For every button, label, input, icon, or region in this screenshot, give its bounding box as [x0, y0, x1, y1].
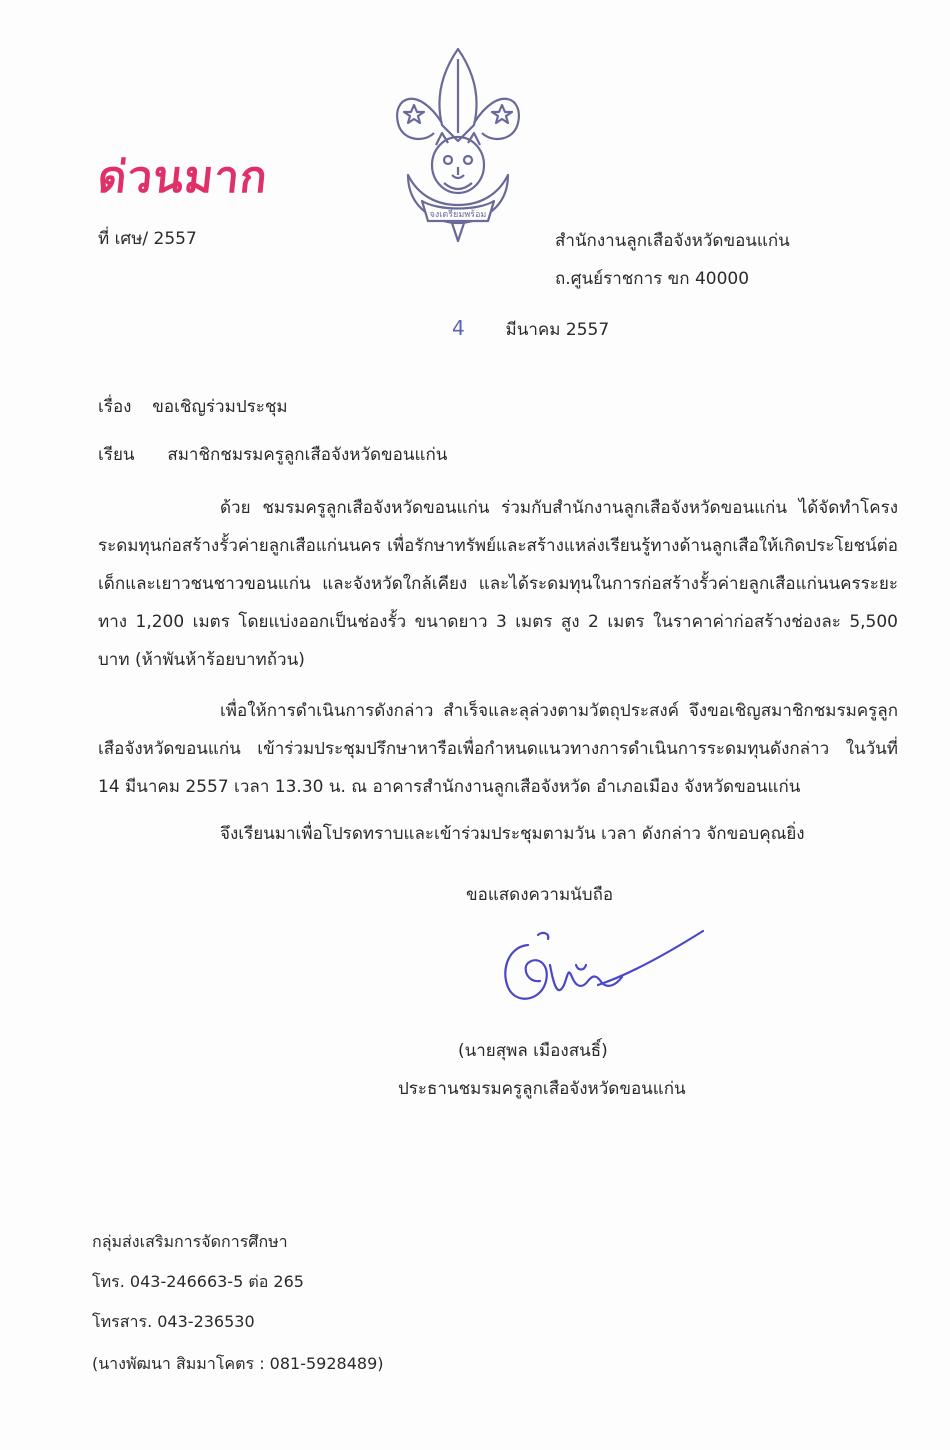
footer-fax: โทรสาร. 043-236530	[92, 1312, 255, 1331]
sender-office: สำนักงานลูกเสือจังหวัดขอนแก่น	[555, 231, 790, 251]
body-paragraph-1: ด้วย ชมรมครูลูกเสือจังหวัดขอนแก่น ร่วมกับสำนักงานลูกเสือจังหวัดขอนแก่น ได้จัดทำโครงระดมทุนก่อสร้างรั้วค่ายลูกเสือแก่นนคร เพื่อรักษาทรัพย์และสร้างแหล่งเรียนรู้ทางด้านลูกเสือให้เกิดประโยชน์ต่อเด็กและเยาวชนชาวขอนแก่น และจังหวัดใกล้เคียง และได้ระดมทุนในการก่อสร้างรั้วค่ายลูกเสือแก่นนครระยะทาง 1,200 เมตร โดยแบ่งออกเป็นช่องรั้ว ขนาดยาว 3 เมตร สูง 2 เมตร ในราคาค่าก่อสร้างช่องละ 5,500 บาท (ห้าพันห้าร้อยบาทถ้วน)	[98, 498, 898, 670]
date-month-year: มีนาคม 2557	[505, 320, 610, 340]
reference-number: ที่ เศษ/ 2557	[98, 229, 197, 249]
subject-label: เรื่อง	[98, 397, 132, 417]
date-day: 4	[452, 316, 465, 340]
letter-date	[452, 316, 609, 342]
footer-department: กลุ่มส่งเสริมการจัดการศึกษา	[92, 1232, 288, 1251]
emblem-caption: จงเตรียมพร้อม	[429, 210, 487, 220]
subject-line	[98, 395, 288, 419]
signer-name: (นายสุพล เมืองสนธิ์)	[458, 1041, 608, 1061]
body-paragraph-2: เพื่อให้การดำเนินการดังกล่าว สำเร็จและลุล่วงตามวัตถุประสงค์ จึงขอเชิญสมาชิกชมรมครูลูกเสือจังหวัดขอนแก่น เข้าร่วมประชุมปรึกษาหารือเพื่อกำหนดแนวทางการดำเนินการระดมทุนดังกล่าว ในวันที่ 14 มีนาคม 2557 เวลา 13.30 น. ณ อาคารสำนักงานลูกเสือจังหวัด อำเภอเมือง จังหวัดขอนแก่น	[98, 701, 898, 797]
subject-text: ขอเชิญร่วมประชุม	[152, 397, 288, 417]
footer-phone: โทร. 043-246663-5 ต่อ 265	[92, 1272, 304, 1291]
signature	[498, 925, 708, 1010]
sender-address: ถ.ศูนย์ราชการ ขก 40000	[555, 269, 750, 289]
recipient-text: สมาชิกชมรมครูลูกเสือจังหวัดขอนแก่น	[167, 445, 448, 465]
scout-emblem-icon	[388, 45, 528, 245]
recipient-line	[98, 443, 447, 467]
regards: ขอแสดงความนับถือ	[466, 885, 614, 905]
footer-contact: (นางพัฒนา สิมมาโคตร : 081-5928489)	[92, 1354, 384, 1373]
signer-title: ประธานชมรมครูลูกเสือจังหวัดขอนแก่น	[398, 1079, 686, 1099]
urgent-stamp: ด่วนมาก	[95, 152, 271, 203]
recipient-label: เรียน	[98, 445, 135, 465]
closing-request: จึงเรียนมาเพื่อโปรดทราบและเข้าร่วมประชุมตามวัน เวลา ดังกล่าว จักขอบคุณยิ่ง	[220, 824, 805, 844]
